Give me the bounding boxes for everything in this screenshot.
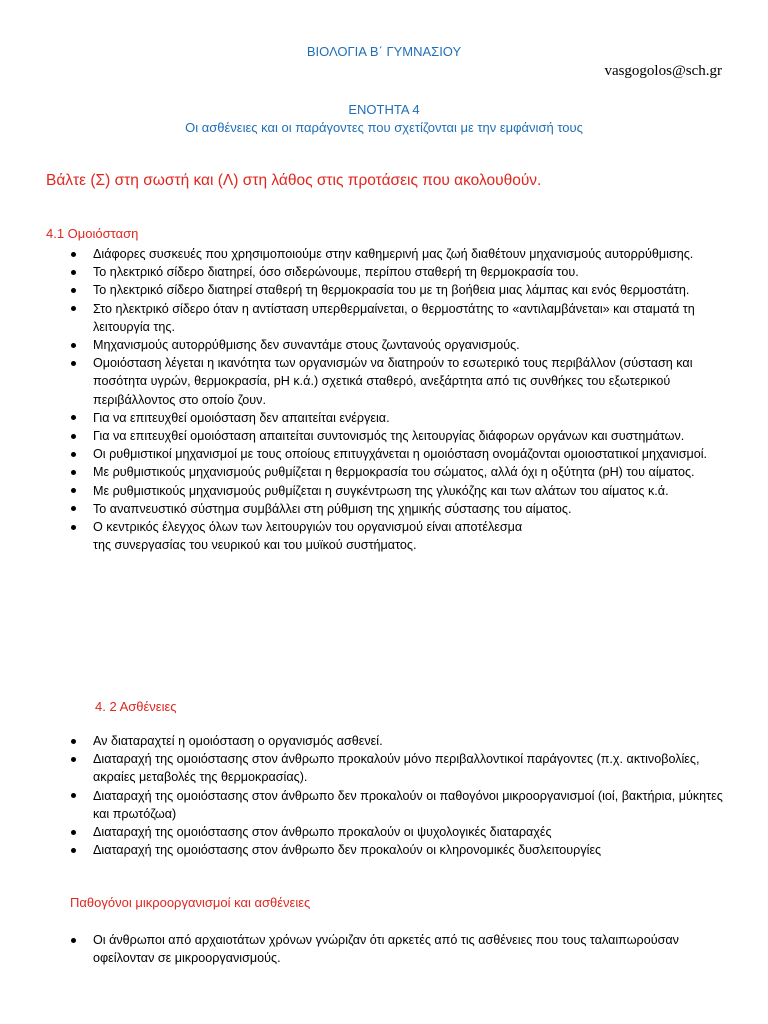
section-heading-pathogens: Παθογόνοι μικροοργανισμοί και ασθένειες	[70, 895, 311, 910]
list-item-continuation: της συνεργασίας του νευρικού και του μυϊκού συστήματος.	[93, 538, 417, 553]
list-item: Με ρυθμιστικούς μηχανισμούς ρυθμίζεται η θερμοκρασία του σώματος, αλλά όχι η οξύτητα (pH) του αίματος.	[68, 463, 728, 481]
unit-subtitle: Οι ασθένειες και οι παράγοντες που σχετίζονται με την εμφάνισή τους	[185, 120, 583, 135]
list-item: Διαταραχή της ομοιόστασης στον άνθρωπο δεν προκαλούν οι παθογόνοι μικροοργανισμοί (ιοί, βακτήρια, μύκητες και πρωτόζωα)	[68, 787, 728, 823]
list-item: Ομοιόσταση λέγεται η ικανότητα των οργανισμών να διατηρούν το εσωτερικό τους περιβάλλον (σύσταση και ποσότητα υγρών, θερμοκρασία, pH κ.ά.) σχετικά σταθερό, ανεξάρτητα από τις συνθήκες του εξωτερικού περιβάλλοντος στο οποίο ζουν.	[68, 354, 728, 409]
list-item-last	[68, 518, 728, 554]
list-item: Διαταραχή της ομοιόστασης στον άνθρωπο προκαλούν μόνο περιβαλλοντικοί παράγοντες (π.χ. ακτινοβολίες, ακραίες μεταβολές της θερμοκρασίας).	[68, 750, 728, 786]
document-title: ΒΙΟΛΟΓΙΑ Β΄ ΓΥΜΝΑΣΙΟΥ	[306, 44, 462, 59]
list-item: Διαταραχή της ομοιόστασης στον άνθρωπο προκαλούν οι ψυχολογικές διαταραχές	[68, 823, 728, 841]
section-heading-homeostasis: 4.1 Ομοιόσταση	[46, 226, 139, 241]
list-item: Στο ηλεκτρικό σίδερο όταν η αντίσταση υπερθερμαίνεται, ο θερμοστάτης το «αντιλαμβάνεται» και σταματά τη λειτουργία της.	[68, 300, 728, 336]
list-item: Διαταραχή της ομοιόστασης στον άνθρωπο δεν προκαλούν οι κληρονομικές δυσλειτουργίες	[68, 841, 728, 859]
list-item: Το αναπνευστικό σύστημα συμβάλλει στη ρύθμιση της χημικής σύστασης του αίματος.	[68, 500, 728, 518]
list-item: Αν διαταραχτεί η ομοιόσταση ο οργανισμός ασθενεί.	[68, 732, 728, 750]
list-item: Διάφορες συσκευές που χρησιμοποιούμε στην καθημερινή μας ζωή διαθέτουν μηχανισμούς αυτορρύθμισης.	[68, 245, 728, 263]
unit-title: ΕΝΟΤΗΤΑ 4	[348, 102, 420, 117]
list-item: Οι άνθρωποι από αρχαιοτάτων χρόνων γνώριζαν ότι αρκετές από τις ασθένειες που τους ταλαιπωρούσαν οφείλονταν σε μικροοργανισμούς.	[68, 931, 728, 967]
statement-list-pathogens	[68, 931, 728, 967]
list-item: Το ηλεκτρικό σίδερο διατηρεί σταθερή τη θερμοκρασία του με τη βοήθεια μιας λάμπας και ενός θερμοστάτη.	[68, 281, 728, 299]
list-item: Για να επιτευχθεί ομοιόσταση δεν απαιτείται ενέργεια.	[68, 409, 728, 427]
list-item-text: Ο κεντρικός έλεγχος όλων των λειτουργιών του οργανισμού είναι αποτέλεσμα	[93, 520, 523, 535]
statement-list-homeostasis	[68, 245, 728, 554]
list-item: Μηχανισμούς αυτορρύθμισης δεν συναντάμε στους ζωντανούς οργανισμούς.	[68, 336, 728, 354]
list-item: Οι ρυθμιστικοί μηχανισμοί με τους οποίους επιτυγχάνεται η ομοιόσταση ονομάζονται ομοιοστατικοί μηχανισμοί.	[68, 445, 728, 463]
exercise-instruction: Βάλτε (Σ) στη σωστή και (Λ) στη λάθος στις προτάσεις που ακολουθούν.	[46, 172, 542, 189]
statement-list-diseases	[68, 732, 728, 859]
list-item: Το ηλεκτρικό σίδερο διατηρεί, όσο σιδερώνουμε, περίπου σταθερή τη θερμοκρασία του.	[68, 263, 728, 281]
list-item: Με ρυθμιστικούς μηχανισμούς ρυθμίζεται η συγκέντρωση της γλυκόζης και των αλάτων του αίματος κ.ά.	[68, 482, 728, 500]
list-item: Για να επιτευχθεί ομοιόσταση απαιτείται συντονισμός της λειτουργίας διάφορων οργάνων και συστημάτων.	[68, 427, 728, 445]
author-email: vasgogolos@sch.gr	[604, 63, 722, 79]
section-heading-diseases: 4. 2 Ασθένειες	[95, 699, 177, 714]
